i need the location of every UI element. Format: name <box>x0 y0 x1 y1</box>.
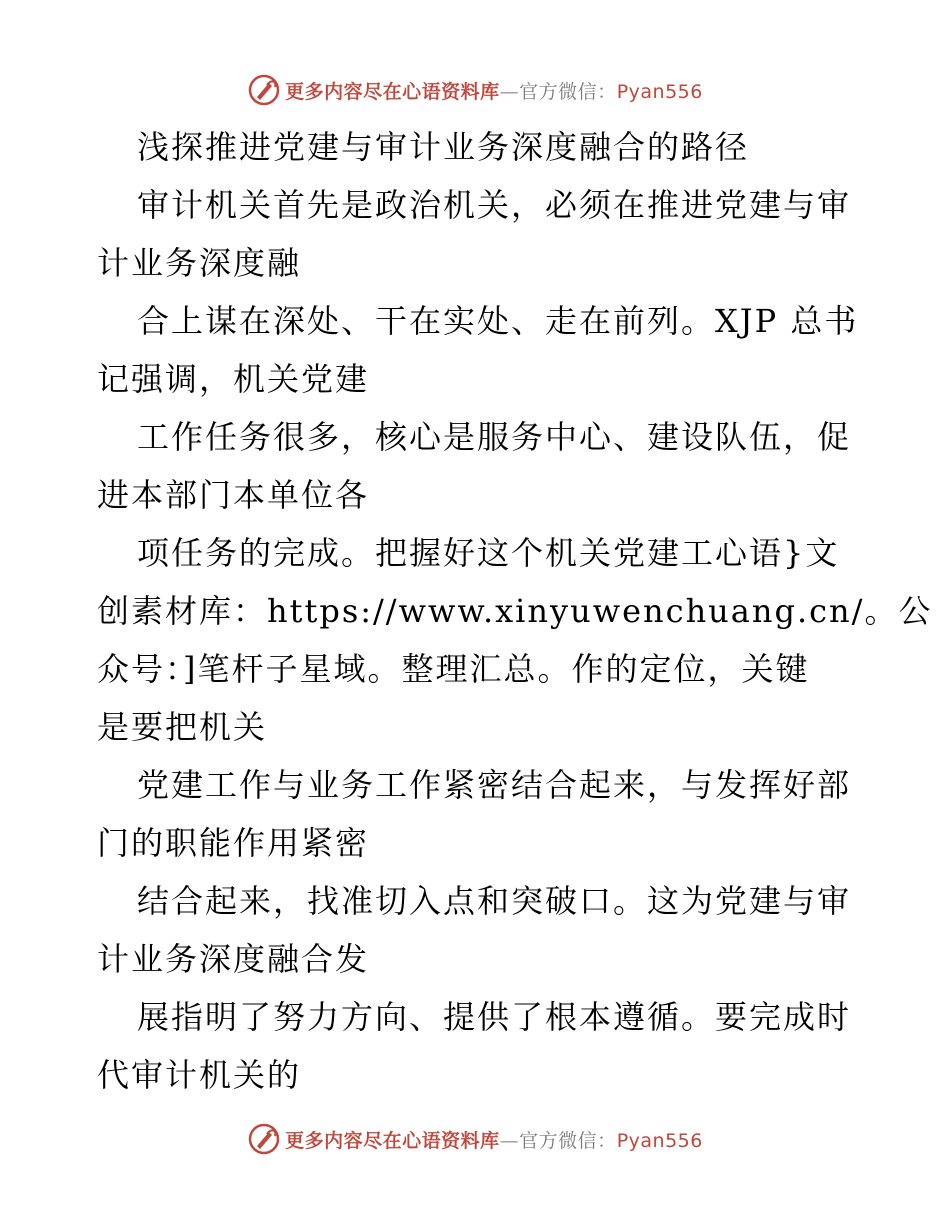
paragraph-line: 审计机关首先是政治机关，必须在推进党建与审 <box>137 186 852 224</box>
document-title: 浅探推进党建与审计业务深度融合的路径 <box>137 128 750 166</box>
paragraph-line: 是要把机关 <box>97 708 268 746</box>
paragraph-line: 进本部门本单位各 <box>97 476 370 514</box>
paragraph-line: 项任务的完成。把握好这个机关党建工心语}文 <box>137 534 840 572</box>
footer-official-label: 官方微信： <box>519 1129 617 1152</box>
paragraph-line: 记强调，机关党建 <box>97 360 370 398</box>
header-text <box>285 77 703 104</box>
logo-icon <box>247 1122 281 1156</box>
paragraph-line: 众号：]笔杆子星域。整理汇总。作的定位，关键 <box>97 650 810 688</box>
paragraph-line: 工作任务很多，核心是服务中心、建设队伍，促 <box>137 418 852 456</box>
paragraph-line: 代审计机关的 <box>97 1056 302 1094</box>
footer-brand: 更多内容尽在心语资料库 <box>285 1129 500 1152</box>
header-official-label: 官方微信： <box>519 80 617 103</box>
footer-wechat-handle: Pyan556 <box>616 1129 703 1152</box>
header-brand: 更多内容尽在心语资料库 <box>285 80 500 103</box>
document-body <box>97 118 933 1104</box>
header-wechat-handle: Pyan556 <box>616 80 703 103</box>
paragraph-line: 合上谋在深处、干在实处、走在前列。XJP 总书 <box>137 302 859 340</box>
paragraph-line: 党建工作与业务工作紧密结合起来，与发挥好部 <box>137 766 852 804</box>
footer-banner <box>0 1119 950 1159</box>
header-banner <box>0 70 950 110</box>
paragraph-line: 展指明了努力方向、提供了根本遵循。要完成时 <box>137 998 852 1036</box>
header-separator: — <box>499 80 520 103</box>
paragraph-line: 计业务深度融合发 <box>97 940 370 978</box>
footer-separator: — <box>499 1129 520 1152</box>
paragraph-line: 门的职能作用紧密 <box>97 824 370 862</box>
paragraph-line: 结合起来，找准切入点和突破口。这为党建与审 <box>137 882 852 920</box>
paragraph-line: 计业务深度融 <box>97 244 302 282</box>
paragraph-line: 创素材库：https://www.xinyuwenchuang.cn/。公 <box>97 592 933 630</box>
footer-text <box>285 1126 703 1153</box>
logo-icon <box>247 73 281 107</box>
